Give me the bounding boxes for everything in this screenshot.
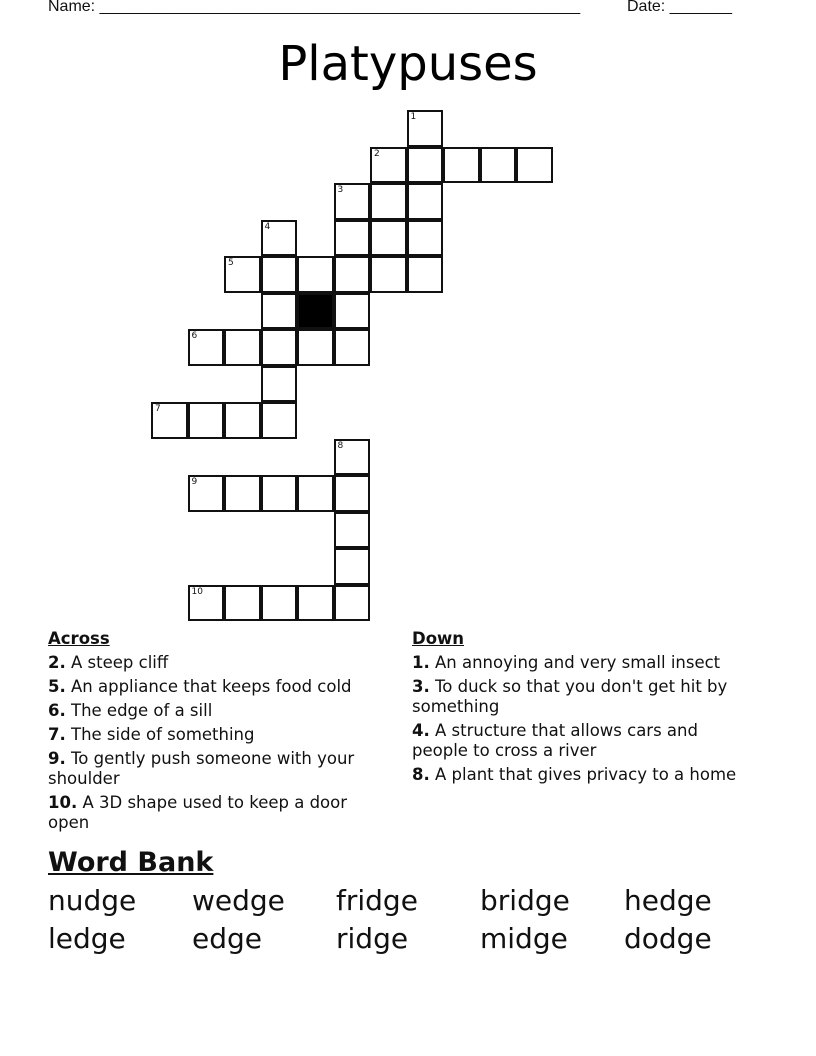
crossword-cell[interactable] bbox=[188, 475, 225, 512]
word-bank-item: ledge bbox=[48, 922, 126, 955]
crossword-cell[interactable] bbox=[334, 548, 371, 585]
crossword-cell[interactable] bbox=[407, 183, 444, 220]
clue-number: 8. bbox=[412, 765, 430, 784]
crossword-cell[interactable] bbox=[297, 256, 334, 293]
crossword-cell[interactable] bbox=[224, 329, 261, 366]
word-bank-item: nudge bbox=[48, 884, 137, 917]
crossword-cell[interactable] bbox=[480, 147, 517, 184]
clue-number-label: 8 bbox=[337, 440, 344, 451]
clue-number-label: 2 bbox=[374, 148, 380, 159]
name-field-label: Name: ______________________________________________________ bbox=[48, 0, 581, 15]
crossword-cell[interactable] bbox=[334, 256, 371, 293]
clue-text: To duck so that you don't get hit by something bbox=[412, 677, 728, 716]
down-clue bbox=[412, 677, 752, 717]
crossword-cell[interactable] bbox=[151, 402, 188, 439]
crossword-cell[interactable] bbox=[516, 147, 553, 184]
crossword-cell[interactable] bbox=[261, 585, 298, 622]
down-heading: Down bbox=[412, 629, 465, 648]
crossword-cell[interactable] bbox=[334, 475, 371, 512]
crossword-cell[interactable] bbox=[407, 220, 444, 257]
clue-text: A structure that allows cars and people to cross a river bbox=[412, 721, 698, 760]
crossword-cell[interactable] bbox=[297, 329, 334, 366]
across-clue bbox=[48, 749, 383, 789]
crossword-cell[interactable] bbox=[224, 585, 261, 622]
crossword-cell[interactable] bbox=[224, 475, 261, 512]
crossword-cell[interactable] bbox=[261, 402, 298, 439]
date-field-label: Date: _______ bbox=[627, 0, 732, 15]
word-bank-item: ridge bbox=[336, 922, 409, 955]
clue-number-label: 5 bbox=[228, 258, 234, 268]
clue-text: The edge of a sill bbox=[71, 701, 213, 720]
clue-text: An appliance that keeps food cold bbox=[71, 677, 352, 696]
word-bank-item: wedge bbox=[192, 884, 285, 917]
crossword-cell[interactable] bbox=[370, 147, 407, 184]
clue-text: The side of something bbox=[71, 725, 255, 744]
crossword-cell[interactable] bbox=[261, 475, 298, 512]
across-clue bbox=[48, 793, 383, 833]
clue-text: A 3D shape used to keep a door open bbox=[48, 793, 348, 832]
across-heading: Across bbox=[48, 629, 110, 648]
clue-number: 6. bbox=[48, 701, 66, 720]
down-clue bbox=[412, 721, 752, 761]
clue-number-label: 7 bbox=[155, 404, 161, 414]
crossword-cell[interactable] bbox=[407, 110, 444, 147]
crossword-cell[interactable] bbox=[334, 183, 371, 220]
clue-number: 3. bbox=[412, 677, 430, 696]
crossword-cell[interactable] bbox=[188, 329, 225, 366]
crossword-cell[interactable] bbox=[334, 585, 371, 622]
clue-text: To gently push someone with your shoulder bbox=[48, 749, 355, 788]
clue-text: A plant that gives privacy to a home bbox=[435, 765, 737, 784]
crossword-cell[interactable] bbox=[334, 220, 371, 257]
crossword-cell[interactable] bbox=[261, 293, 298, 330]
crossword-cell[interactable] bbox=[334, 329, 371, 366]
crossword-cell[interactable] bbox=[334, 512, 371, 549]
clue-text: A steep cliff bbox=[71, 653, 169, 672]
down-clue bbox=[412, 765, 752, 785]
clue-number: 5. bbox=[48, 677, 66, 696]
word-bank-item: fridge bbox=[336, 884, 418, 917]
crossword-cell[interactable] bbox=[297, 475, 334, 512]
across-clues bbox=[48, 629, 383, 837]
crossword-cell[interactable] bbox=[261, 220, 298, 257]
crossword-cell[interactable] bbox=[370, 220, 407, 257]
crossword-cell[interactable] bbox=[407, 147, 444, 184]
word-bank-item: hedge bbox=[624, 884, 712, 917]
clue-number-label: 4 bbox=[264, 221, 271, 232]
word-bank-item: edge bbox=[192, 922, 262, 955]
across-clue bbox=[48, 725, 383, 745]
page-title: Platypuses bbox=[278, 36, 538, 92]
clue-number: 4. bbox=[412, 721, 430, 740]
crossword-cell[interactable] bbox=[407, 256, 444, 293]
clue-number: 1. bbox=[412, 653, 430, 672]
clue-number: 10. bbox=[48, 793, 78, 812]
clue-number-label: 6 bbox=[191, 331, 198, 341]
across-clue bbox=[48, 653, 383, 673]
word-bank-item: midge bbox=[480, 922, 568, 955]
crossword-cell[interactable] bbox=[443, 147, 480, 184]
word-bank-item: dodge bbox=[624, 922, 712, 955]
clue-number-label: 10 bbox=[191, 586, 203, 597]
clue-number-label: 3 bbox=[337, 185, 344, 195]
crossword-cell[interactable] bbox=[370, 256, 407, 293]
down-clues bbox=[412, 629, 752, 789]
crossword-cell[interactable] bbox=[188, 402, 225, 439]
clue-number: 7. bbox=[48, 725, 66, 744]
word-bank-item: bridge bbox=[480, 884, 570, 917]
clue-number: 9. bbox=[48, 749, 66, 768]
word-bank-title: Word Bank bbox=[48, 847, 214, 878]
down-clue bbox=[412, 653, 752, 673]
crossword-cell[interactable] bbox=[261, 256, 298, 293]
across-clue bbox=[48, 701, 383, 721]
clue-number-label: 9 bbox=[191, 477, 198, 487]
clue-number-label: 1 bbox=[410, 112, 417, 122]
crossword-cell[interactable] bbox=[334, 439, 371, 476]
clue-text: An annoying and very small insect bbox=[435, 653, 721, 672]
crossword-cell[interactable] bbox=[297, 585, 334, 622]
clue-number: 2. bbox=[48, 653, 66, 672]
crossword-cell[interactable] bbox=[188, 585, 225, 622]
crossword-black-cell bbox=[297, 293, 334, 330]
crossword-cell[interactable] bbox=[334, 293, 371, 330]
across-clue bbox=[48, 677, 383, 697]
crossword-cell[interactable] bbox=[224, 256, 261, 293]
crossword-cell[interactable] bbox=[261, 329, 298, 366]
crossword-cell[interactable] bbox=[370, 183, 407, 220]
crossword-cell[interactable] bbox=[261, 366, 298, 403]
crossword-cell[interactable] bbox=[224, 402, 261, 439]
